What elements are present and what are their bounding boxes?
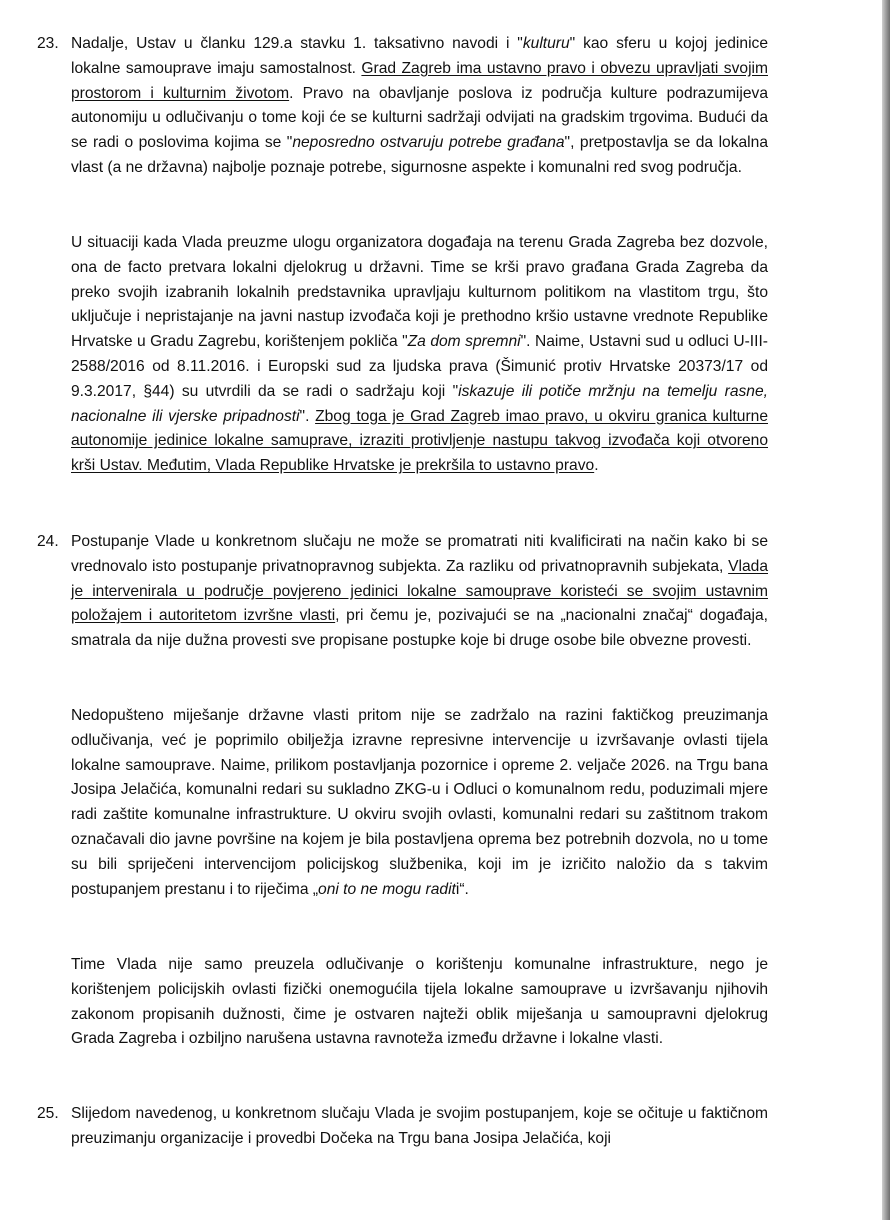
- text-run: Slijedom navedenog, u konkretnom slučaju Vlada je svojim postupanjem, koje se očituje u faktičnom preuzimanju organizacije i provedbi Dočeka na Trgu bana Josipa Jelačića, koji: [71, 1105, 768, 1147]
- text-run: Postupanje Vlade u konkretnom slučaju ne može se promatrati niti kvalificirati na način kako bi se vrednovalo isto postupanje privatnopravnog subjekta. Za razliku od privatnopravnih subjekata,: [71, 533, 768, 575]
- text-run: ". Naime, Ustavni sud u odluci U-III-2588/2016 od 8.11.2016. i Europski sud za ljudska prava (Šimunić protiv Hrvatske 20373/17 od 9.3.2017, §44) su utvrdili da se radi o sadržaju koji ": [71, 333, 768, 400]
- text-run: U situaciji kada Vlada preuzme ulogu organizatora događaja na terenu Grada Zagreba bez dozvole, ona de facto pretvara lokalni djelokrug u državni. Time se krši pravo građana Grada Zagreba da preko svojih izabranih lokalnih predstavnika upravljaju kulturnom politikom na vlastitom trgu, što uključuje i nepristajanje na javni nastup izvođača koji je prethodno kršio ustavne vrednote Republike Hrvatske u Gradu Zagrebu, korištenjem pokliča ": [71, 234, 768, 351]
- underlined-run: Zbog toga je Grad Zagreb imao pravo, u okviru granica kulturne autonomije jedinice lokalne samuprave, izraziti protivljenje nastupu takvog izvođača koji otvoreno krši Ustav. Međutim, Vlada Republike Hrvatske je prekršila to ustavno pravo: [71, 407, 768, 475]
- text-run: ", pretpostavlja se da lokalna vlast (a ne državna) najbolje poznaje potrebe, sigurnosne aspekte i komunalni red svog područja.: [71, 134, 768, 176]
- paragraph-23-continued: [71, 231, 768, 479]
- italic-run: oni to ne mogu radit: [318, 880, 456, 898]
- italic-run: Za dom spremni: [407, 333, 521, 351]
- paragraph-number-23: 23.: [37, 35, 59, 52]
- italic-run: kulturu: [522, 35, 570, 52]
- text-run: Time Vlada nije samo preuzela odlučivanje o korištenju komunalne infrastrukture, nego je korištenjem policijskih ovlasti fizički onemogućila tijela lokalne samouprave u izvršavanju njihovih zakonom propisanih dužnosti, čime je ostvaren najteži oblik miješanja u samoupravni djelokrug Grada Zagreba i ozbiljno narušena ustavna ravnoteža između državne i lokalne vlasti.: [71, 956, 768, 1048]
- paragraph-number-24: 24.: [37, 533, 59, 550]
- italic-run: iskazuje ili potiče mržnju na temelju rasne, nacionalne ili vjerske pripadnosti: [71, 382, 768, 425]
- paragraph-24-continued-b: [71, 953, 768, 1052]
- paragraph-23: [71, 32, 768, 181]
- paragraph-24-continued-a: [71, 704, 768, 902]
- paragraph-number-25: 25.: [37, 1105, 59, 1122]
- text-run: .: [594, 457, 599, 475]
- italic-run: neposredno ostvaruju potrebe građana: [292, 134, 565, 152]
- text-run: ".: [299, 407, 316, 425]
- text-run: . Pravo na obavljanje poslova iz područja kulture podrazumijeva autonomiju u odlučivanju o tome koji će se kulturni sadržaji odvijati na gradskim trgovima. Budući da se radi o poslovima kojima se ": [71, 84, 769, 152]
- text-run: Nedopušteno miješanje državne vlasti pritom nije se zadržalo na razini faktičkog preuzimanja odlučivanja, već je poprimilo obilježja izravne represivne intervencije u izvršavanje ovlasti tijela lokalne samouprave. Naime, prilikom postavljanja pozornice i opreme 2. veljače 2026. na Trgu bana Josipa Jelačića, komunalni redari su sukladno ZKG-u i Odluci o komunalnom redu, poduzimali mjere radi zaštite komunalne infrastrukture. U okviru svojih ovlasti, komunalni redari su zaštitnom trakom označavali dio javne površine na kojem je bila postavljena oprema bez potrebnih dozvola, no u tome su bili spriječeni intervencijom policijskog službenika, koji im je izričito naložio da s takvim postupanjem prestanu i to riječima „: [71, 707, 768, 898]
- paragraph-24: [71, 530, 768, 654]
- text-run: " kao sferu u kojoj jedinice lokalne samouprave imaju samostalnost.: [71, 35, 769, 77]
- text-run: i“.: [455, 880, 469, 898]
- underlined-run: Grad Zagreb ima ustavno pravo i obvezu upravljati svojim prostorom i kulturnim životom: [71, 59, 768, 102]
- text-run: , pri čemu je, pozivajući se na „nacionalni značaj“ događaja, smatrala da nije dužna provesti sve propisane postupke koje bi druge osobe bile obvezne provesti.: [71, 607, 768, 650]
- underlined-run: Vlada je intervenirala u područje povjereno jedinici lokalne samouprave koristeći se svojim ustavnim položajem i autoritetom izvršne vlasti: [71, 557, 768, 625]
- page-edge-shadow: [882, 0, 890, 1220]
- paragraph-25: [71, 1102, 768, 1152]
- text-run: Nadalje, Ustav u članku 129.a stavku 1. taksativno navodi i ": [71, 35, 523, 52]
